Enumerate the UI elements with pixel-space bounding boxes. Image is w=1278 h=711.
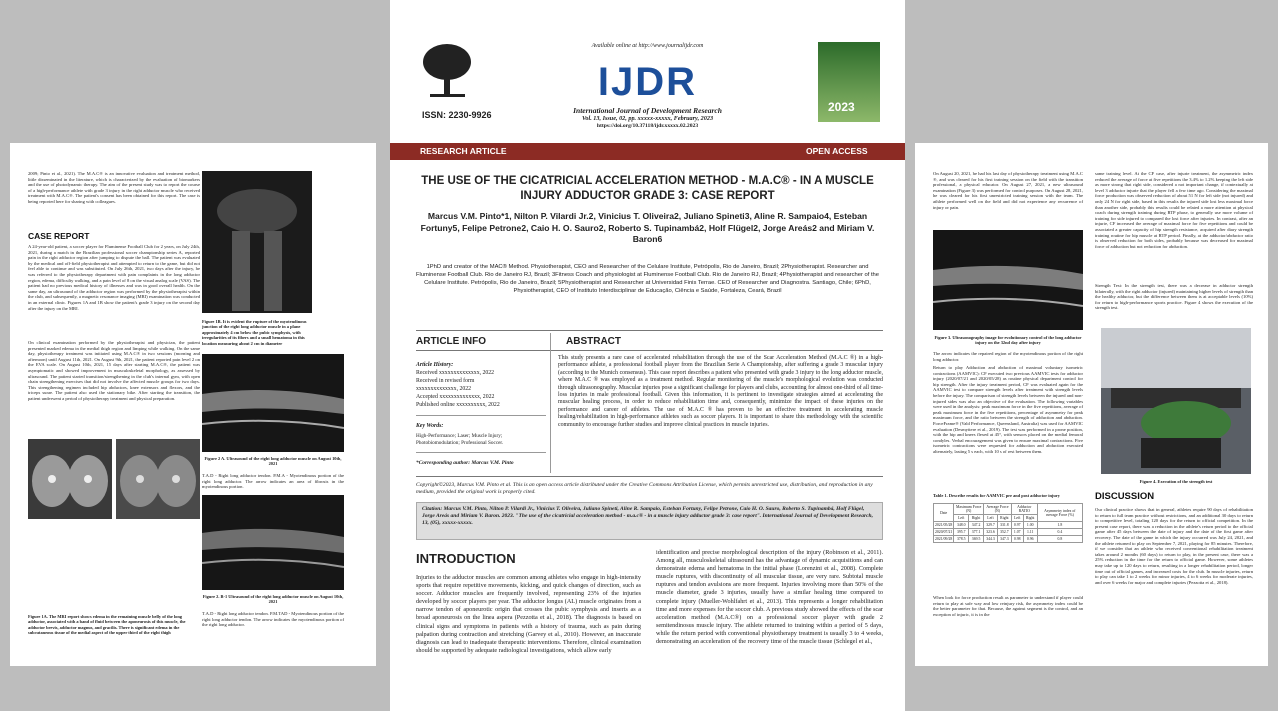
affiliations: 1PhD and creator of the MAC® Method. Physiotherapist, CEO and Researcher of the Celulare Institute, Petrópolis, Rio de Janeiro, Brazil; 2Physiotherapist. Researcher and Fluminense Football Club. Rio de Janeiro RJ, Brazil; 3Fitness Coach and physiologist at Fluminense Football Club. Rio de Janeiro RJ, Brazil; 4Physiotherapist and researcher of the Celulare Institute. Petrópolis, Rio de Janeiro, Brazil; 5Physiotherapist and Researcher at Universidad Finis Terrae. CEO of Researcher and Diagnostra. Santiago, Chile; 6PhD, Physiotherapist, CEO of Instituto Interdisciplinar de Educação, Ciência e Saúde, Fortaleza, Ceará, Brazil xyxy=(415,264,879,294)
journal-name: International Journal of Development Research xyxy=(573,106,722,115)
introduction-heading: INTRODUCTION xyxy=(416,551,516,566)
figure-1a-caption: Figure 1A. The MRI report shows edema in the remaining muscle belly of the long adductor, associated with a band of fluid between the aponeurosis of this muscle, the adductor brevis, adductor magnus, and gracilis. There is significant edema in the subcutaneous tissue of the medial aspect of the upper third of the right thigh xyxy=(28,614,186,636)
table-cell: 0.4 xyxy=(1037,529,1082,536)
case-report-heading: CASE REPORT xyxy=(28,231,90,241)
figure-2b-ultrasound xyxy=(202,495,344,590)
table-cell: 1.00 xyxy=(1023,522,1037,529)
divider-top xyxy=(416,330,883,331)
keywords-label: Key Words: xyxy=(416,423,444,429)
figure-1b-caption: Figure 1B. It is evident the rupture of the myotendinous junction of the right long adductor muscle in a plane approximately 4 cm below the pubic symphysis, with irregularities of its fibers and a small hematoma in this location measuring about 2 cm in diameter xyxy=(202,319,307,346)
right-text-2: Return to play Adduction and abduction of maximal voluntary isometric contractions (AAMVIC): CF executed two previous AAMVIC tests for adductor injury (2020/07/21 and 2020/05/28) as routine physical department control for hip strength. After the injury treatment period, CF was evaluated again for the AAMVIC test to compare strength levels after treatment with strength levels before the injury. The comparison of strength levels between the injured and non-injured sides was also an objective of the evaluation. The following variables were used in the analysis: peak maximum force in the five repetitions, average of peak maximum force in the five repetitions, percentage of asymmetry for peak maximum force, and the ratio between the strength of adduction and abduction. ForceFrame® (Vald Performance, Queensland, Australia) was used for AAMVIC evaluation (Desmyttere et al., 2019). The test was performed in a prone position, with the hip and knees flexed at 45°, with sensors placed on the medial femoral condyles. Verbal encouragement was given to ensure maximal contractions. Five isometric contractions were requested for adduction and abduction executed alternately, lasting 5 s each, with 10 s of rest between them. xyxy=(933,365,1083,454)
table-cell: 1.11 xyxy=(1023,529,1037,536)
discussion-text: Our clinical practice shows that in general, athletes require 90 days of rehabilitation to return to full team practice without restrictions, and an additional 30 days to return to competitive level, totaling 120 days for the return to official competition. In the present case report, there was a reduction in the athlete's return period to the official game after 45 days between the date of injury and the date of the first game after recovery. The date of the game in which the injury occurred was July 24, 2021, and the athlete returned to play on September 7, 2021, playing for 85 minutes. Therefore, if we consider that an athlete who received conventional rehabilitation treatment takes around 2 months (60 days) to return to play, in the present case, there was a 25% reduction in the time for the return to official game. However, some athletes may take up to 120 days to return, resulting in a longer rehabilitation period, longer time out of official games, and increased costs for the club. In muscle injuries, return to play can take 1 to 2 weeks for minor injuries, 4 to 6 weeks for moderate injuries, and over 6 weeks for major and complete injuries (Pezzotta et al., 2018). xyxy=(1095,507,1253,585)
received-date: Received xxxxxxxxxxxxxx, 2022 xyxy=(416,370,495,376)
copyright-notice: Copyright©2023, Marcus V.M. Pinto et al. This is an open access article distributed under the Creative Commons Attribution License, which permits unrestricted use, distribution, and reproduction in any medium, provided the original work is properly cited. xyxy=(416,482,873,495)
figure-1b-mri xyxy=(202,171,312,313)
table-row xyxy=(934,522,1083,529)
keywords: High-Performance; Laser; Muscle Injury; Photobiomodulation; Professional Soccer. xyxy=(416,433,504,446)
table-subheader-right: Right xyxy=(969,515,984,522)
figure-2b-caption: Figure 2. B-1 Ultrasound of the right long adductor muscle on August 10th, 2021 xyxy=(202,594,344,605)
available-online: Available online at http://www.journalijdr.com xyxy=(591,43,704,49)
cover-year: 2023 xyxy=(828,100,855,114)
table-cell: 2021/09/28 xyxy=(935,537,953,541)
accepted-date: Accepted xxxxxxxxxxxxxx, 2022 xyxy=(416,394,495,400)
mri-thigh-image xyxy=(28,439,112,519)
table-cell: 0.97 xyxy=(1011,522,1023,529)
table-1-caption: Table 1. Describe results for AAMVIC pre and post adductor injury xyxy=(933,493,1060,498)
table-cell: 0.8 xyxy=(1037,536,1082,543)
divider-bottom xyxy=(416,476,883,477)
article-info-heading: ARTICLE INFO xyxy=(416,336,486,347)
ultrasound-image-2a xyxy=(202,354,344,452)
keywords-divider xyxy=(416,452,546,453)
table-1 xyxy=(933,503,1083,543)
ijdr-logo: IJDR xyxy=(597,60,698,104)
journal-cover-thumbnail xyxy=(818,42,880,122)
issn: ISSN: 2230-9926 xyxy=(422,110,492,120)
figure-4-caption: Figure 4. Execution of the strength test xyxy=(1139,479,1213,484)
center-page xyxy=(390,0,905,711)
table-subheader-left: Left xyxy=(1011,515,1023,522)
divider-mid xyxy=(416,350,883,351)
received-revised-date: xxxxxxxxxxxxxx, 2022 xyxy=(416,386,472,392)
research-article-label: RESEARCH ARTICLE xyxy=(420,146,507,156)
introduction-column-2: identification and precise morphological description of the injury (Robinson et al., 2011). Among all, musculoskeletal ultrasound has the advantage of dynamic acquisitions and can demonstrate edema and hematoma in the initial phase (Lorenzini et al., 2008). Complete muscle ruptures, with discontinuity of all muscular tissue, are very rare. Subtotal muscle ruptures and tendon avulsions are more frequent. Injuries involving more than 50% of the muscle diameter, grade 3 injuries, usually have a similar healing time compared to complete injury (Mueller-Wohlfahrt et al., 2013). This represents a longer rehabilitation time and more expenses for the soccer club. A previous study showed the effects of the scar acceleration method (M.A.C®) on a professional soccer player with grade 2 semitendinosus muscle injury. The athlete returned to training within a period of 5 days, while the return period with conventional physiotherapy treatment is usually 3 to 4 weeks, demonstrating an acceleration of the recovery time of the muscle tissue (Schlegel et al., xyxy=(656,549,883,646)
table-cell: 331.8 xyxy=(997,522,1011,529)
figure-2a-ultrasound xyxy=(202,354,344,452)
doi-line: https://doi.org/10.37118/ijdr.xxxxx.02.2023 xyxy=(596,123,699,129)
abstract-heading: ABSTRACT xyxy=(566,336,621,347)
table-subheader-left: Left xyxy=(984,515,998,522)
citation-box: Citation: Marcus V.M. Pinto, Nilton P. Vilardi Jr., Vinicius T. Oliveira, Juliano Spineti, Aline R. Sampaio, Esteban Fortuny, Felipe Petrone, Caio H. O. Sauro, Roberto S. Tupinambá, Holf Flügel, Jorge Areás and Miriam V. Baron. 2023. "The use of the cicatricial acceleration method - m.a.c® - in a muscle injury adductor grade 3: case report". International Journal of Development Research, 13, (05), xxxxx-xxxxx. xyxy=(416,502,883,540)
figure-3-note: The arrow indicates the repaired region of the myotendinous portion of the right long adductor. xyxy=(933,351,1083,362)
table-cell: 2020/07/21 xyxy=(935,530,953,534)
table-cell: 395.7 xyxy=(954,529,969,536)
history-divider xyxy=(416,415,546,416)
table-header-avg: Average Force (N) xyxy=(984,504,1012,515)
volume-line: Vol. 13, Issue, 02, pp. xxxxx-xxxxx, February, 2023 xyxy=(581,115,714,122)
figure-2a-caption: Figure 2 A. Ultrasound of the right long adductor muscle on August 10th, 2021 xyxy=(204,456,342,467)
article-history xyxy=(416,361,546,467)
open-access-label: OPEN ACCESS xyxy=(806,146,868,156)
mri-thigh-image-2 xyxy=(116,439,200,519)
abstract-text: This study presents a rare case of accelerated rehabilitation through the use of the Scar Acceleration Method (M.A.C ®) in a high-performance athlete, a professional football player from the Brazilian Serie A Championship, after suffering a grade 3 muscular injury (according to the Munich consensus). This case report describes a patient who presented with grade 3 injury to the long adductor muscle, where M.A.C ® was employed as a treatment method. Regular monitoring of the muscle's morphological evolution was conducted through ultrasonography. Muscular injuries pose a significant challenge for players and clubs, accounting for almost one-third of all time-loss injuries in male professional football. Given this information, it is pertinent to investigate strategies aimed at accelerating the muscular healing process, in order to reduce rehabilitation time and, consequently, minimize the impact of these injuries on the performance and career of athletes. The use of M.A.C ® has proven to be an effective treatment in accelerating muscle healing/rehabilitation in high-performance athletes such as soccer players. It is important to share this methodology with the scientific community to encourage further studies and improve clinical practices in muscle injuries. xyxy=(558,355,883,428)
discussion-heading: DISCUSSION xyxy=(1095,491,1155,502)
mri-pelvis-image xyxy=(202,171,312,313)
strength-test-text: Strength Test: In the strength test, there was a decrease in adductor strength bilaterally, with the right adductor (injured) maintaining higher levels of strength than the healthy adductor, but the difference between them is at acceptable levels (10%) for return to high-performance sports practice. Figure 4 shows the execution of the strength test. xyxy=(1095,283,1253,311)
research-article-bar xyxy=(390,143,905,160)
strength-test-photo xyxy=(1101,328,1251,474)
right-text-4: same training level. At the CF case, after injurie treatment, the asymmetric index reduced the average of force at five repetitions the 3.4% to 1.2% keeping the left side as more strong that right side, considered a not important change, if contextually at level 3 adductor injurie that the player fell a few time ago. Considering the maximal force production was observed reduction of about 51 N for left side (not injured) and only 24 N for right side, based in this results the injured side lost less maximal force than another side, probably this results could be related a more attention at physical coach during strength training during RTP phase, to generally use more volume of training for side injured to compared the lost force after injuries. In contrast, after an injurie, CF increased the average of maximal force for five repetitions and could be associated a greater capacity of hip strength resistance, acquired after diary strength training routine for hip muscle at RTP period. Finally, at the adductor/abductor ratio is observed reduction for both sides, probably because was decreased for maximal force of adduction but not reduction for abduction. xyxy=(1095,171,1253,249)
table-cell: 348.0 xyxy=(954,522,969,529)
table-cell: 323.6 xyxy=(984,529,998,536)
table-row xyxy=(934,529,1083,536)
table-subheader-right: Right xyxy=(1023,515,1037,522)
figure-3-ultrasound xyxy=(933,230,1083,330)
figure-2b-note: T.A.D - Right long adductor tendon. P.M.TAD - Myotendinous portion of the right long adductor tendon. The arrow indicates the myotendinous portion of the right long adductor. xyxy=(202,611,344,628)
right-page xyxy=(915,143,1268,666)
case-report-text-1: A 24-year-old patient, a soccer player for Fluminense Football Club for 2 years, on July 24th, 2021, during a match in the Brazilian professional soccer championship series A, reported pain in the right adductor region after jumping to dispute the ball. The patient was evaluated by the medical and off-field physiotherapist and attempted to return to the game, but did not feel able to continue and was substituted. On July 26th, 2021, two days after the injury, he was referred to the physiotherapy department with pain complaints in the long adductor region, edema, difficulty walking, and a pain level of 8 on the visual analog scale (VAS). The patient had no previous medical history of illnesses and was in good overall health. On the same day, an ultrasound of the adductor region was performed by the physiotherapist within the club, and subsequently, a magnetic resonance imaging (MRI) examination was conducted in an external clinic. Figures 1A and 1B show the patient's grade 3 injury on the second day after the injury on the MRI. xyxy=(28,244,200,311)
right-text-1: On August 20, 2021, he had his last day of physiotherapy treatment using M.A.C ®, and was cleared for his first training session on the field with the transition professional, a physical educator. On August 27, 2021, a new ultrasound examination (Figure 3) was performed for control purposes. On August 28, 2021, he was cleared for his first unrestricted training session with the team. The athlete performed well on the field and did not experience any recurrence of injury or pain. xyxy=(933,171,1083,210)
article-history-label: Article History: xyxy=(416,362,454,368)
article-title: THE USE OF THE CICATRICIAL ACCELERATION METHOD - M.A.C® - IN A MUSCLE INJURY ADDUCTOR GRADE 3: CASE REPORT xyxy=(421,175,874,202)
table-cell: 378.5 xyxy=(954,536,969,543)
figure-4-photo xyxy=(1101,328,1251,474)
figure-2a-note: T.A.D - Right long adductor tendon. P.M.A - Myotendinous portion of the right long adductor. The arrow indicates an area of fibrosis in the myotendinous portion. xyxy=(202,473,344,490)
left-intro-text: 2009; Pinto et al., 2021). The M.A.C® is an innovative evaluation and treatment method, little disseminated in the literature, which is characterized by the evaluation of biomarkers and the use of photodynamic therapy. The aim of the present study was to report the course of a high-performance athlete with grade 3 injury in the right adductor muscle who received treatment with M.A.C®. The patient's consent has been obtained for this report. The case is being reported here for sharing with colleagues. xyxy=(28,171,200,204)
table-subheader-left: Left xyxy=(954,515,969,522)
table-cell: 0.98 xyxy=(1011,536,1023,543)
table-header-asym: Asymmetry index of average Force (%) xyxy=(1037,504,1082,522)
table-header-ratio: Adductor RATIO xyxy=(1011,504,1037,515)
table-cell: 0.96 xyxy=(1023,536,1037,543)
table-cell: 377.1 xyxy=(969,529,984,536)
ultrasound-image-2b xyxy=(202,495,344,590)
table-cell: 329.7 xyxy=(984,522,998,529)
left-page xyxy=(10,143,376,666)
table-cell: 1.07 xyxy=(1011,529,1023,536)
table-cell: 1.8 xyxy=(1037,522,1082,529)
case-report-text-2: On clinical examination performed by the physiotherapist and physician, the patient presented marked edema in the medial thigh region and limping while walking. On the same day, physiotherapy treatment was initiated using M.A.C® in two sessions (morning and afternoon) until August 11th, 2021. On August 9th, 2021, the patient reported pain level 2 on the EVA scale. On August 10th, 2021, 15 days after starting M.A.C®, the patient was asymptomatic and showed improvement in musculoskeletal morphology, as assessed by ultrasound. The patient started transition/strengthening in the club's internal gym, with open chain strengthening exercises that did not involve the affected muscle groups for two days. This strengthening regimen included hip abductors, knee extensors and flexors, and the triceps surae. The patient also used the stationary bike. After starting the transition, the patient underwent a period of physiotherapy treatment and physical preparation. xyxy=(28,340,200,401)
right-text-3: When look for force production result as parameter to understand if player could return to play at safe way and low reinjury risk, the asymmetry index could be the better parameter for that. Because, the against segment is the control, and an exception of injuric, it is in the xyxy=(933,595,1083,617)
figure-1a-mri xyxy=(28,439,112,519)
table-cell: 347.2 xyxy=(969,522,984,529)
table-cell: 352.7 xyxy=(997,529,1011,536)
published-date: Published online xxxxxxxxxx, 2022 xyxy=(416,402,500,408)
introduction-column-1: Injuries to the adductor muscles are common among athletes who engage in high-intensity sports that require repetitive movements, kicking, and quick changes of direction, such as soccer. Adductor muscles are frequently involved, representing 23% of the injuries developed by soccer players per year. The adductor longus (AL) muscle originates from a narrow tendon of aponeurotic origin that crosses the pubic symphysis and inserts as a broad aponeurosis on the linea aspera (Pezzotta et al., 2018). The diagnosis is based on clinical signs and symptoms in patients with a history of trauma, such as pain during palpation during contraction and stretching (Garvey et al., 2010). However, an inaccurate diagnosis can lead to inadequate therapeutic interventions. Therefore, clinical examination should be supported by adequate radiological investigations, which allow early xyxy=(416,574,641,654)
article-authors: Marcus V.M. Pinto*1, Nilton P. Vilardi Jr.2, Vinicius T. Oliveira2, Juliano Spineti3, Aline R. Sampaio4, Esteban Fortuny5, Felipe Petrone2, Caio H. O. Sauro2, Roberto S. Tupinambá2, Holf Flügel2, Jorge Areás2 and Miriam V. Baron6 xyxy=(420,211,875,244)
table-cell: 347.3 xyxy=(997,536,1011,543)
table-cell: 344.3 xyxy=(984,536,998,543)
table-row xyxy=(934,536,1083,543)
table-header-max: Maximum Force (N) xyxy=(954,504,984,515)
corresponding-author: *Corresponding author: Marcus V.M. Pinto xyxy=(416,460,514,466)
ultrasound-image-3 xyxy=(933,230,1083,330)
table-header-row xyxy=(934,504,1083,515)
table-cell: 2021/05/28 xyxy=(935,523,953,527)
received-revised-label: Received in revised form xyxy=(416,378,475,384)
table-cell: 369.5 xyxy=(969,536,984,543)
table-header-date: Date xyxy=(934,504,954,522)
column-divider xyxy=(550,333,551,473)
figure-3-caption: Figure 3. Ultrasonography image for evolutionary control of the long adductor injury on the 32nd day after injury xyxy=(934,335,1082,346)
table-subheader-right: Right xyxy=(997,515,1011,522)
figure-1a-mri-second xyxy=(116,439,200,519)
